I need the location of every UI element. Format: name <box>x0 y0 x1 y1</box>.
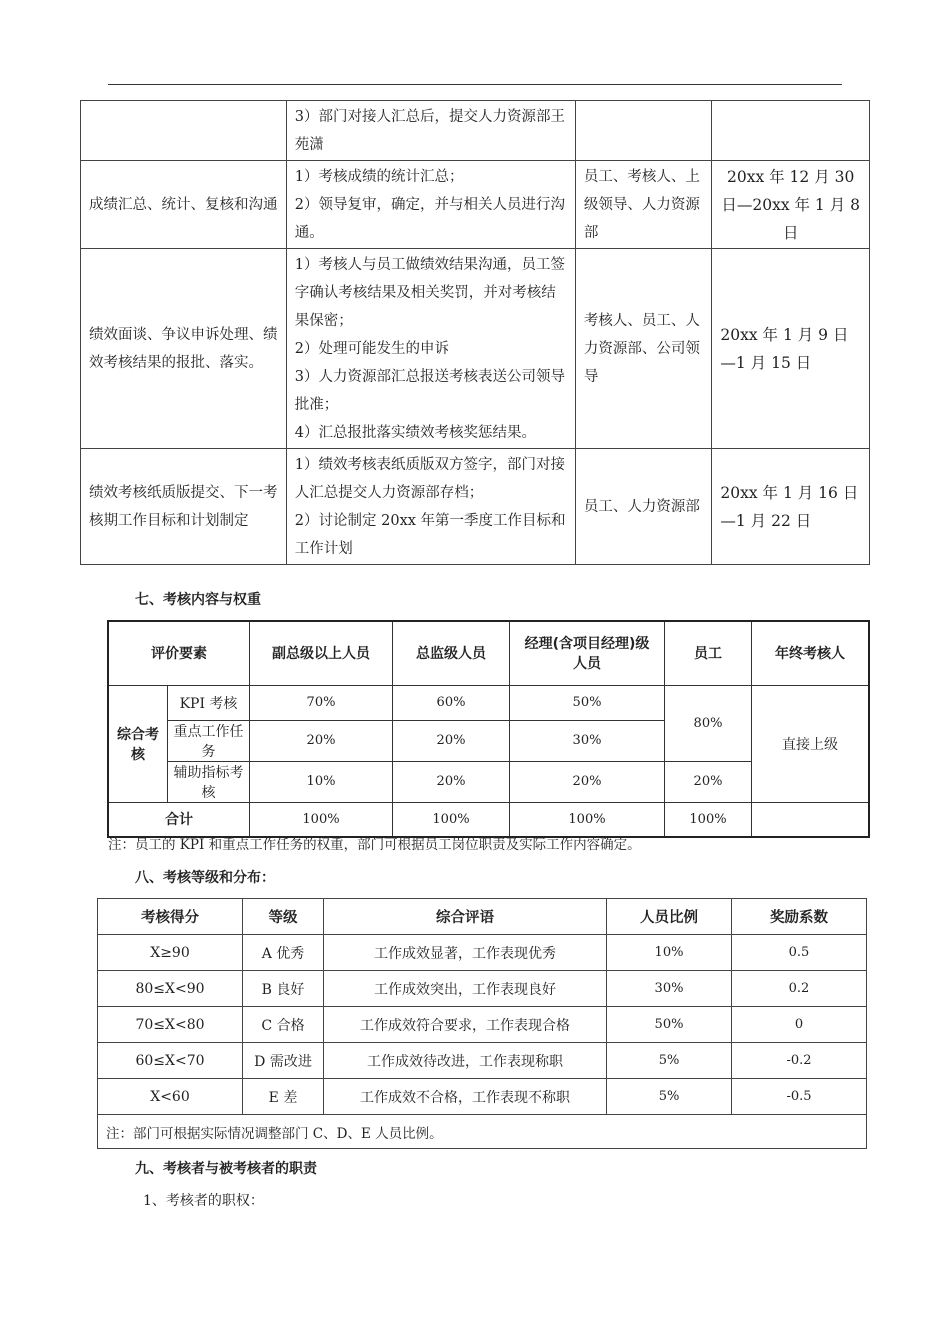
score-cell: X≥90 <box>98 935 243 971</box>
header-cell: 综合评语 <box>324 899 607 935</box>
section-8-title: 八、考核等级和分布： <box>135 870 275 886</box>
grades-table <box>97 898 867 1149</box>
schedule-table <box>80 100 870 565</box>
table-row <box>98 1007 867 1043</box>
ratio-cell: 5% <box>607 1043 732 1079</box>
section-7-note: 注：员工的 KPI 和重点工作任务的权重，部门可根据员工岗位职责及实际工作内容确定。 <box>108 837 641 853</box>
people-cell: 员工、人力资源部 <box>575 449 712 565</box>
value-cell: 20% <box>510 761 665 802</box>
content-cell <box>286 449 575 565</box>
content-line: 3）人力资源部汇总报送考核表送公司领导批准； <box>294 368 566 413</box>
coef-cell: 0 <box>732 1007 867 1043</box>
ratio-cell: 10% <box>607 935 732 971</box>
value-cell: 20% <box>250 720 393 761</box>
time-cell <box>712 101 870 161</box>
comment-cell: 工作成效不合格，工作表现不称职 <box>324 1079 607 1115</box>
header-cell: 奖励系数 <box>732 899 867 935</box>
content-line: 4）汇总报批落实绩效考核奖惩结果。 <box>294 424 537 441</box>
table-row <box>81 101 870 161</box>
content-line: 2）处理可能发生的申诉 <box>294 340 450 357</box>
value-cell <box>752 802 870 837</box>
people-cell: 员工、考核人、上级领导、人力资源部 <box>575 161 712 249</box>
header-cell: 考核得分 <box>98 899 243 935</box>
value-cell: 50% <box>510 685 665 720</box>
content-line: 3）部门对接人汇总后，提交人力资源部王苑潇 <box>294 108 566 153</box>
content-cell <box>286 101 575 161</box>
comment-cell: 工作成效符合要求，工作表现合格 <box>324 1007 607 1043</box>
time-cell: 20xx 年 1 月 9 日—1 月 15 日 <box>712 249 870 449</box>
content-line: 1）考核成绩的统计汇总； <box>294 168 464 185</box>
table-header-row <box>98 899 867 935</box>
step-cell: 绩效面谈、争议申诉处理、绩效考核结果的报批、落实。 <box>81 249 287 449</box>
group-label: 综合考核 <box>108 685 168 802</box>
table-row <box>98 1115 867 1149</box>
header-cell: 年终考核人 <box>752 621 870 685</box>
header-cell: 等级 <box>243 899 324 935</box>
item-cell: 重点工作任务 <box>168 720 250 761</box>
table-row <box>98 1079 867 1115</box>
value-cell: 20% <box>393 720 510 761</box>
value-cell: 100% <box>510 802 665 837</box>
coef-cell: 0.5 <box>732 935 867 971</box>
value-cell: 100% <box>250 802 393 837</box>
table-row <box>81 449 870 565</box>
reviewer-cell: 直接上级 <box>752 685 870 802</box>
header-rule <box>108 84 842 85</box>
header-cell: 人员比例 <box>607 899 732 935</box>
content-line: 2）领导复审，确定，并与相关人员进行沟通。 <box>294 196 566 241</box>
comment-cell: 工作成效突出，工作表现良好 <box>324 971 607 1007</box>
item-cell: KPI 考核 <box>168 685 250 720</box>
grade-cell: D 需改进 <box>243 1043 324 1079</box>
grade-cell: C 合格 <box>243 1007 324 1043</box>
table-row <box>81 249 870 449</box>
people-cell: 考核人、员工、人力资源部、公司领导 <box>575 249 712 449</box>
coef-cell: -0.2 <box>732 1043 867 1079</box>
content-cell <box>286 161 575 249</box>
value-cell: 20% <box>393 761 510 802</box>
step-cell: 成绩汇总、统计、复核和沟通 <box>81 161 287 249</box>
header-cell: 评价要素 <box>108 621 250 685</box>
people-cell <box>575 101 712 161</box>
time-cell: 20xx 年 1 月 16 日—1 月 22 日 <box>712 449 870 565</box>
value-cell: 30% <box>510 720 665 761</box>
grade-cell: A 优秀 <box>243 935 324 971</box>
score-cell: X<60 <box>98 1079 243 1115</box>
header-cell: 副总级以上人员 <box>250 621 393 685</box>
coef-cell: 0.2 <box>732 971 867 1007</box>
time-cell: 20xx 年 12 月 30 日—20xx 年 1 月 8 日 <box>712 161 870 249</box>
value-cell: 100% <box>393 802 510 837</box>
section-9-item-1: 1、考核者的职权： <box>143 1193 264 1209</box>
comment-cell: 工作成效显著，工作表现优秀 <box>324 935 607 971</box>
value-cell: 100% <box>665 802 752 837</box>
value-cell: 10% <box>250 761 393 802</box>
content-line: 1）考核人与员工做绩效结果沟通，员工签字确认考核结果及相关奖罚，并对考核结果保密； <box>294 256 566 329</box>
table-row <box>98 1043 867 1079</box>
header-cell: 经理(含项目经理)级人员 <box>510 621 665 685</box>
value-cell: 60% <box>393 685 510 720</box>
table-header-row <box>108 621 869 685</box>
coef-cell: -0.5 <box>732 1079 867 1115</box>
header-cell: 员工 <box>665 621 752 685</box>
content-cell <box>286 249 575 449</box>
value-cell: 70% <box>250 685 393 720</box>
section-7-title: 七、考核内容与权重 <box>135 592 261 608</box>
score-cell: 70≤X<80 <box>98 1007 243 1043</box>
ratio-cell: 50% <box>607 1007 732 1043</box>
value-cell: 80% <box>665 685 752 761</box>
table-row <box>98 935 867 971</box>
grade-cell: B 良好 <box>243 971 324 1007</box>
header-cell: 总监级人员 <box>393 621 510 685</box>
table-row <box>81 161 870 249</box>
grade-note: 注：部门可根据实际情况调整部门 C、D、E 人员比例。 <box>98 1115 867 1149</box>
step-cell <box>81 101 287 161</box>
item-cell: 辅助指标考核 <box>168 761 250 802</box>
step-cell: 绩效考核纸质版提交、下一考核期工作目标和计划制定 <box>81 449 287 565</box>
weights-table <box>107 620 870 838</box>
grade-cell: E 差 <box>243 1079 324 1115</box>
value-cell: 20% <box>665 761 752 802</box>
table-row <box>98 971 867 1007</box>
content-line: 1）绩效考核表纸质版双方签字，部门对接人汇总提交人力资源部存档； <box>294 456 566 501</box>
content-line: 2）讨论制定 20xx 年第一季度工作目标和工作计划 <box>294 512 566 557</box>
comment-cell: 工作成效待改进，工作表现称职 <box>324 1043 607 1079</box>
ratio-cell: 5% <box>607 1079 732 1115</box>
table-row <box>108 802 869 837</box>
table-row <box>108 685 869 720</box>
score-cell: 80≤X<90 <box>98 971 243 1007</box>
section-9-title: 九、考核者与被考核者的职责 <box>135 1161 317 1177</box>
score-cell: 60≤X<70 <box>98 1043 243 1079</box>
total-label: 合计 <box>108 802 250 837</box>
ratio-cell: 30% <box>607 971 732 1007</box>
